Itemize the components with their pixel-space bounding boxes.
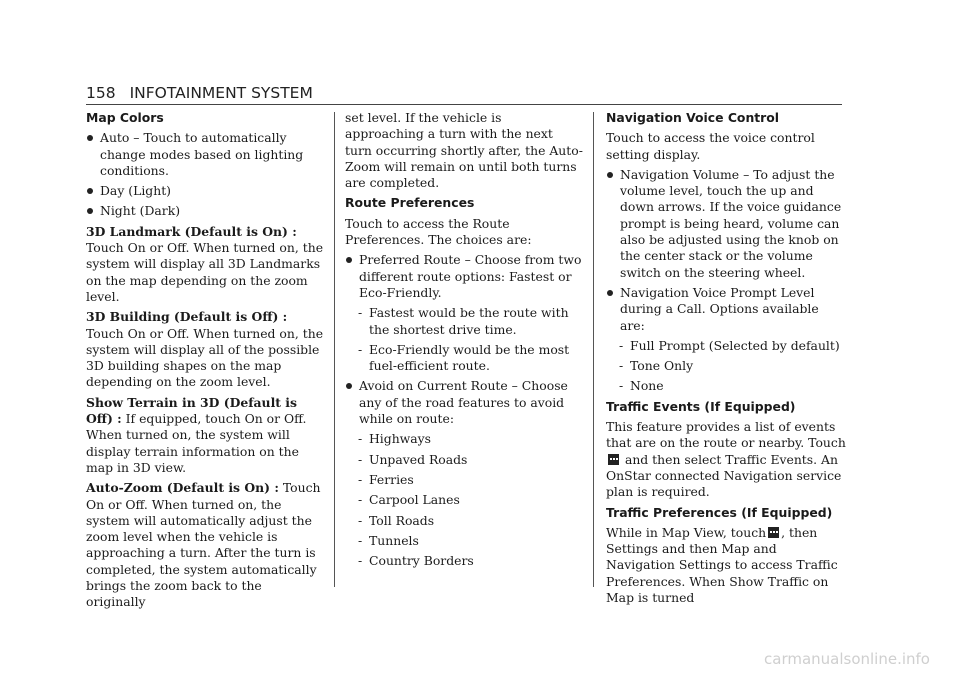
autozoom-paragraph xyxy=(86,480,324,610)
events-text-2: and then select Traffic Events. An OnStar connected Navigation service plan is required. xyxy=(606,451,842,500)
traffic-preferences-heading: Traffic Preferences (If Equipped) xyxy=(606,504,833,520)
column-1 xyxy=(86,110,324,615)
building-text: Touch On or Off. When turned on, the system will display all of the possible 3D building shapes on the map depending on the zoom level. xyxy=(86,325,324,390)
column-divider xyxy=(334,112,335,587)
route-options-list xyxy=(345,252,583,569)
list-item: - Tunnels xyxy=(345,533,583,549)
autozoom-term: Auto-Zoom (Default is On) : xyxy=(86,480,279,496)
list-item: Auto – Touch to automatically change modes based on lighting conditions. xyxy=(86,130,324,179)
list-item: - Eco-Friendly would be the most fuel-efficient route. xyxy=(345,342,583,375)
section-title: INFOTAINMENT SYSTEM xyxy=(129,84,313,102)
events-text-1: This feature provides a list of events that are on the route or nearby. Touch xyxy=(606,419,846,451)
traffic-events-heading: Traffic Events (If Equipped) xyxy=(606,398,796,414)
list-item: - Fastest would be the route with the shortest drive time. xyxy=(345,305,583,338)
menu-icon xyxy=(768,527,779,538)
list-item: - Ferries xyxy=(345,472,583,488)
preferred-route-item: Preferred Route – Choose from two different route options: Fastest or Eco-Friendly. xyxy=(345,252,583,301)
autozoom-continued: set level. If the vehicle is approaching a turn with the next turn occurring shortly after, the Auto-Zoom will remain on until both turns are completed. xyxy=(345,110,583,191)
map-colors-list xyxy=(86,130,324,219)
column-3 xyxy=(606,110,846,610)
building-paragraph xyxy=(86,309,324,390)
terrain-term: Show Terrain in 3D (Default is Off) : xyxy=(86,394,297,427)
list-item: - Country Borders xyxy=(345,553,583,569)
prefs-text-1: While in Map View, touch xyxy=(606,524,767,540)
avoid-route-item: Avoid on Current Route – Choose any of the road features to avoid while on route: xyxy=(345,378,583,427)
prompt-level-item: Navigation Voice Prompt Level during a Call. Options available are: xyxy=(606,285,846,334)
list-item: Night (Dark) xyxy=(86,203,324,219)
page-number: 158 xyxy=(86,84,116,102)
column-2 xyxy=(345,110,583,573)
voice-options-list xyxy=(606,167,846,395)
list-item: - Full Prompt (Selected by default) xyxy=(606,338,846,354)
column-divider xyxy=(593,112,594,587)
voice-control-heading: Navigation Voice Control xyxy=(606,110,780,125)
list-item: - Unpaved Roads xyxy=(345,452,583,468)
map-colors-heading: Map Colors xyxy=(86,110,164,125)
list-item: - Carpool Lanes xyxy=(345,492,583,508)
list-item: - Tone Only xyxy=(606,358,846,374)
terrain-text: If equipped, touch On or Off. When turned on, the system will display terrain information on the map in 3D view. xyxy=(86,411,307,475)
list-item: Day (Light) xyxy=(86,183,324,199)
route-preferences-heading: Route Preferences xyxy=(345,195,475,211)
landmark-term: 3D Landmark (Default is On) : xyxy=(86,223,297,239)
menu-icon xyxy=(608,454,619,465)
voice-intro: Touch to access the voice control setting display. xyxy=(606,130,815,162)
autozoom-text: Touch On or Off. When turned on, the system will automatically adjust the zoom level when the vehicle is approaching a turn. After the turn is completed, the system automatically brings the zoom back to the originally xyxy=(86,480,321,610)
watermark: carmanualsonline.info xyxy=(764,650,930,668)
traffic-preferences-paragraph xyxy=(606,525,846,606)
header-rule xyxy=(86,104,842,105)
terrain-paragraph xyxy=(86,395,324,476)
building-term: 3D Building (Default is Off) : xyxy=(86,309,288,325)
nav-volume-item: Navigation Volume – To adjust the volume level, touch the up and down arrows. If the voice guidance prompt is being heard, volume can also be adjusted using the knob on the center stack or the volume switch on the steering wheel. xyxy=(606,167,846,281)
page-header xyxy=(86,84,313,102)
list-item: - None xyxy=(606,378,846,394)
traffic-events-paragraph xyxy=(606,419,846,500)
prefs-text-2: , then Settings and then Map and Navigation Settings to access Traffic Preferences. When Show Traffic on Map is turned xyxy=(606,524,838,606)
route-intro: Touch to access the Route Preferences. The choices are: xyxy=(345,215,532,248)
list-item: - Highways xyxy=(345,431,583,447)
landmark-text: Touch On or Off. When turned on, the system will display all 3D Landmarks on the map depending on the zoom level. xyxy=(86,240,324,304)
list-item: - Toll Roads xyxy=(345,513,583,529)
landmark-paragraph xyxy=(86,224,324,305)
